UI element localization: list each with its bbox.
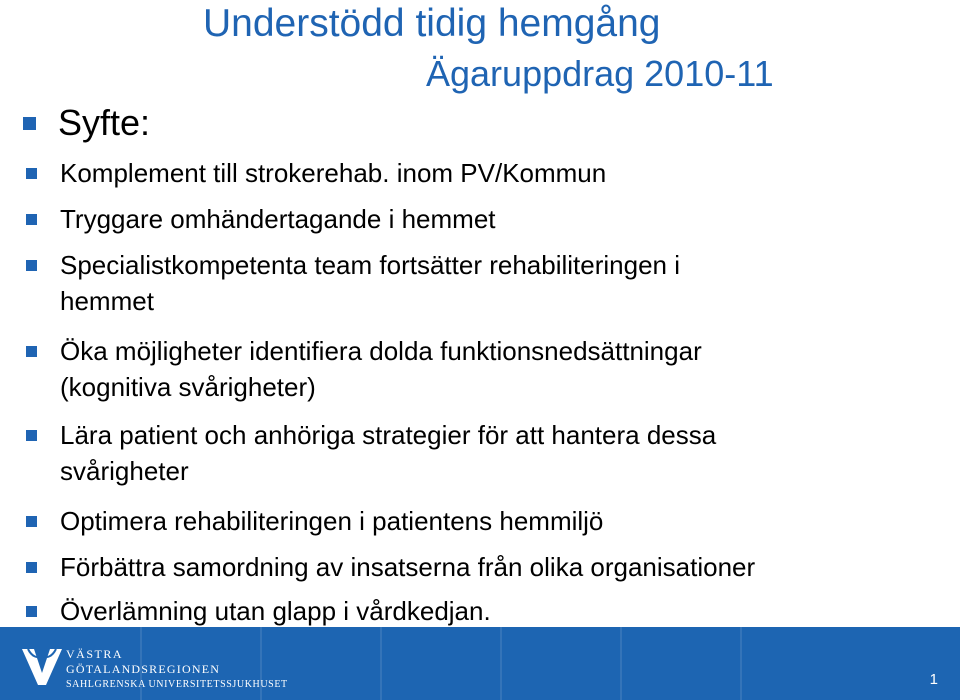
logo-text-line-2: GÖTALANDSREGIONEN — [66, 662, 221, 676]
region-logo-icon — [18, 643, 66, 689]
footer-bar — [0, 627, 960, 700]
list-item: Komplement till strokerehab. inom PV/Kommun — [60, 158, 607, 188]
list-item-continuation: svårigheter — [60, 456, 189, 486]
square-bullet-icon — [26, 430, 37, 441]
square-bullet-icon — [26, 346, 37, 357]
square-bullet-icon — [26, 168, 37, 179]
slide-number: 1 — [929, 671, 938, 688]
square-bullet-icon — [26, 516, 37, 527]
list-item: Öka möjligheter identifiera dolda funktionsnedsättningar — [60, 336, 702, 366]
square-bullet-icon — [26, 606, 37, 617]
square-bullet-icon — [26, 260, 37, 271]
square-bullet-icon — [26, 562, 37, 573]
list-item: Överlämning utan glapp i vårdkedjan. — [60, 596, 491, 626]
list-item: Tryggare omhändertagande i hemmet — [60, 204, 496, 234]
list-item-continuation: hemmet — [60, 286, 154, 316]
square-bullet-icon — [23, 117, 36, 130]
logo-text-line-3: SAHLGRENSKA UNIVERSITETSSJUKHUSET — [66, 679, 288, 690]
title-line-2: Ägaruppdrag 2010-11 — [426, 53, 774, 94]
list-item-continuation: (kognitiva svårigheter) — [60, 372, 316, 402]
list-item: Specialistkompetenta team fortsätter rehabiliteringen i — [60, 250, 680, 280]
list-item: Optimera rehabiliteringen i patientens hemmiljö — [60, 506, 604, 536]
list-item: Lära patient och anhöriga strategier för att hantera dessa — [60, 420, 717, 450]
logo-text-line-1: VÄSTRA — [66, 647, 124, 661]
square-bullet-icon — [26, 214, 37, 225]
list-item: Förbättra samordning av insatserna från olika organisationer — [60, 552, 756, 582]
title-line-1: Understödd tidig hemgång — [203, 2, 661, 45]
section-heading: Syfte: — [58, 102, 151, 143]
